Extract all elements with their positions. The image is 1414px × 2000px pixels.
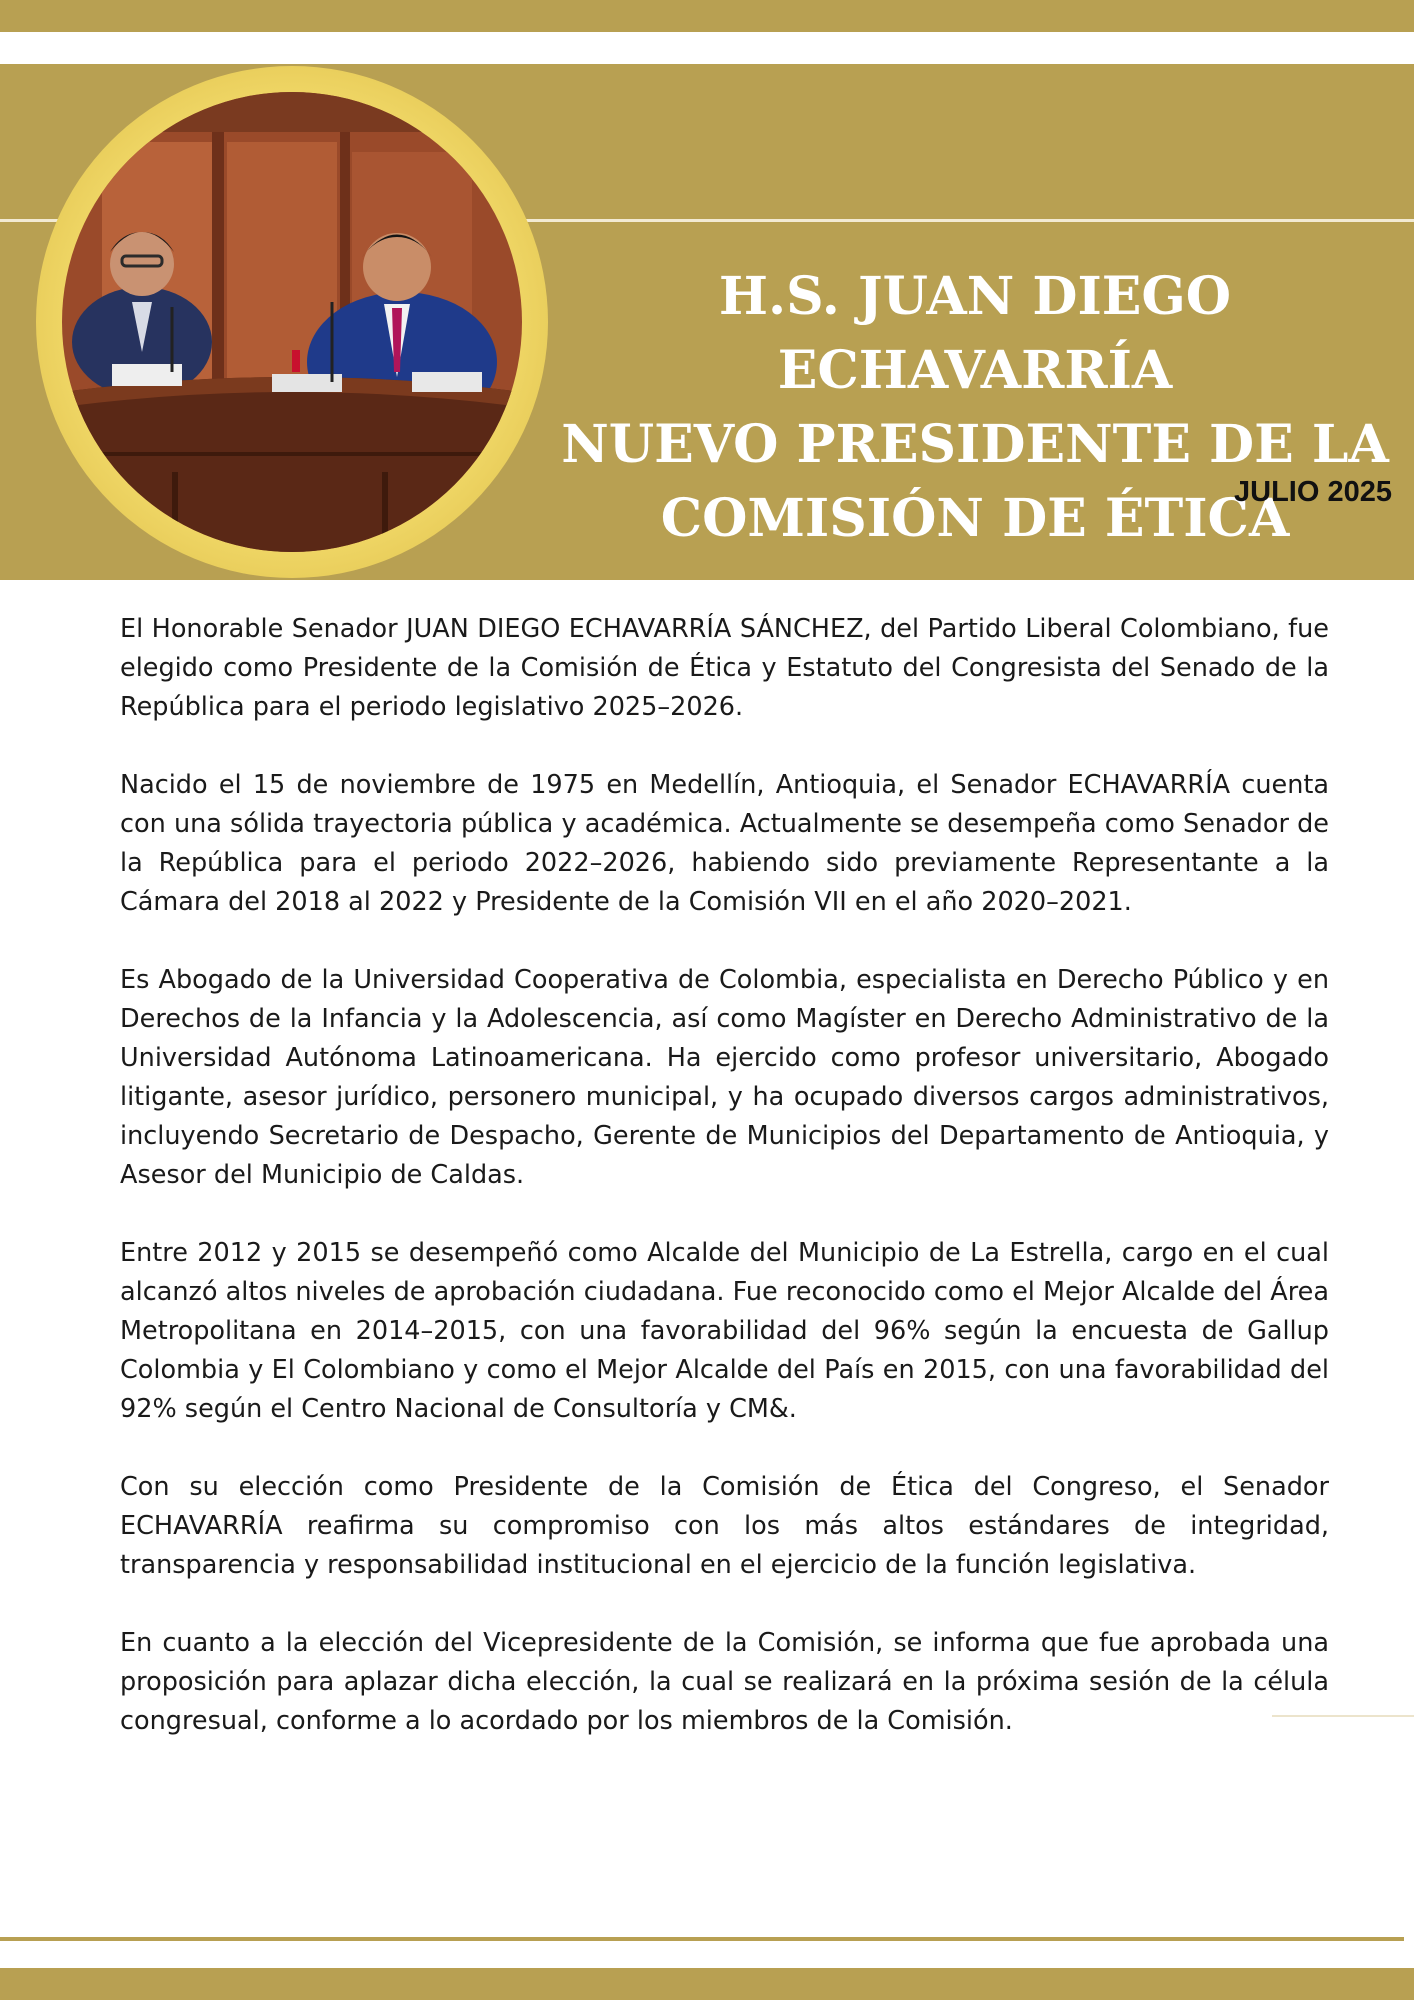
paragraph-election: El Honorable Senador JUAN DIEGO ECHAVARRÍA SÁNCHEZ, del Partido Liberal Colombiano, fue elegido como Presidente de la Comisión de Ética y Estatuto del Congresista del Senado de la República para el periodo legislativo 2025–2026. (120, 614, 1329, 722)
paragraph-background: Nacido el 15 de noviembre de 1975 en Medellín, Antioquia, el Senador ECHAVARRÍA cuenta con una sólida trayectoria pública y académica. Actualmente se desempeña como Senador de la República para el periodo 2022–2026, habiendo sido previamente Representante a la Cámara del 2018 al 2022 y Presidente de la Comisión VII en el año 2020–2021. (120, 770, 1329, 917)
article-body (120, 610, 1329, 1780)
top-gold-band (0, 0, 1414, 32)
headline (560, 260, 1390, 556)
issue-date: JULIO 2025 (1234, 476, 1392, 508)
side-divider (1272, 1715, 1414, 1717)
paragraph-commitment: Con su elección como Presidente de la Comisión de Ética del Congreso, el Senador ECHAVARRÍA reafirma su compromiso con los más altos estándares de integridad, transparencia y responsabilidad institucional en el ejercicio de la función legislativa. (120, 1472, 1329, 1580)
senators-photo (62, 92, 522, 552)
paragraph-mayor: Entre 2012 y 2015 se desempeñó como Alcalde del Municipio de La Estrella, cargo en el cual alcanzó altos niveles de aprobación ciudadana. Fue reconocido como el Mejor Alcalde del Área Metropolitana en 2014–2015, con una favorabilidad del 96% según la encuesta de Gallup Colombia y El Colombiano y como el Mejor Alcalde del País en 2015, con una favorabilidad del 92% según el Centro Nacional de Consultoría y CM&. (120, 1238, 1329, 1424)
headline-line-3: COMISIÓN DE ÉTICA (660, 488, 1290, 549)
bottom-gold-band (0, 1968, 1414, 2000)
headline-line-2: NUEVO PRESIDENTE DE LA (561, 414, 1389, 475)
header-banner (0, 64, 1414, 580)
bottom-divider-line (0, 1937, 1404, 1941)
paragraph-vicepresident: En cuanto a la elección del Vicepresidente de la Comisión, se informa que fue aprobada una proposición para aplazar dicha elección, la cual se realizará en la próxima sesión de la célula congresual, conforme a lo acordado por los miembros de la Comisión. (120, 1628, 1329, 1736)
headline-line-1: H.S. JUAN DIEGO ECHAVARRÍA (718, 266, 1232, 401)
paragraph-education: Es Abogado de la Universidad Cooperativa de Colombia, especialista en Derecho Público y en Derechos de la Infancia y la Adolescencia, así como Magíster en Derecho Administrativo de la Universidad Autónoma Latinoamericana. Ha ejercido como profesor universitario, Abogado litigante, asesor jurídico, personero municipal, y ha ocupado diversos cargos administrativos, incluyendo Secretario de Despacho, Gerente de Municipios del Departamento de Antioquia, y Asesor del Municipio de Caldas. (120, 965, 1329, 1190)
